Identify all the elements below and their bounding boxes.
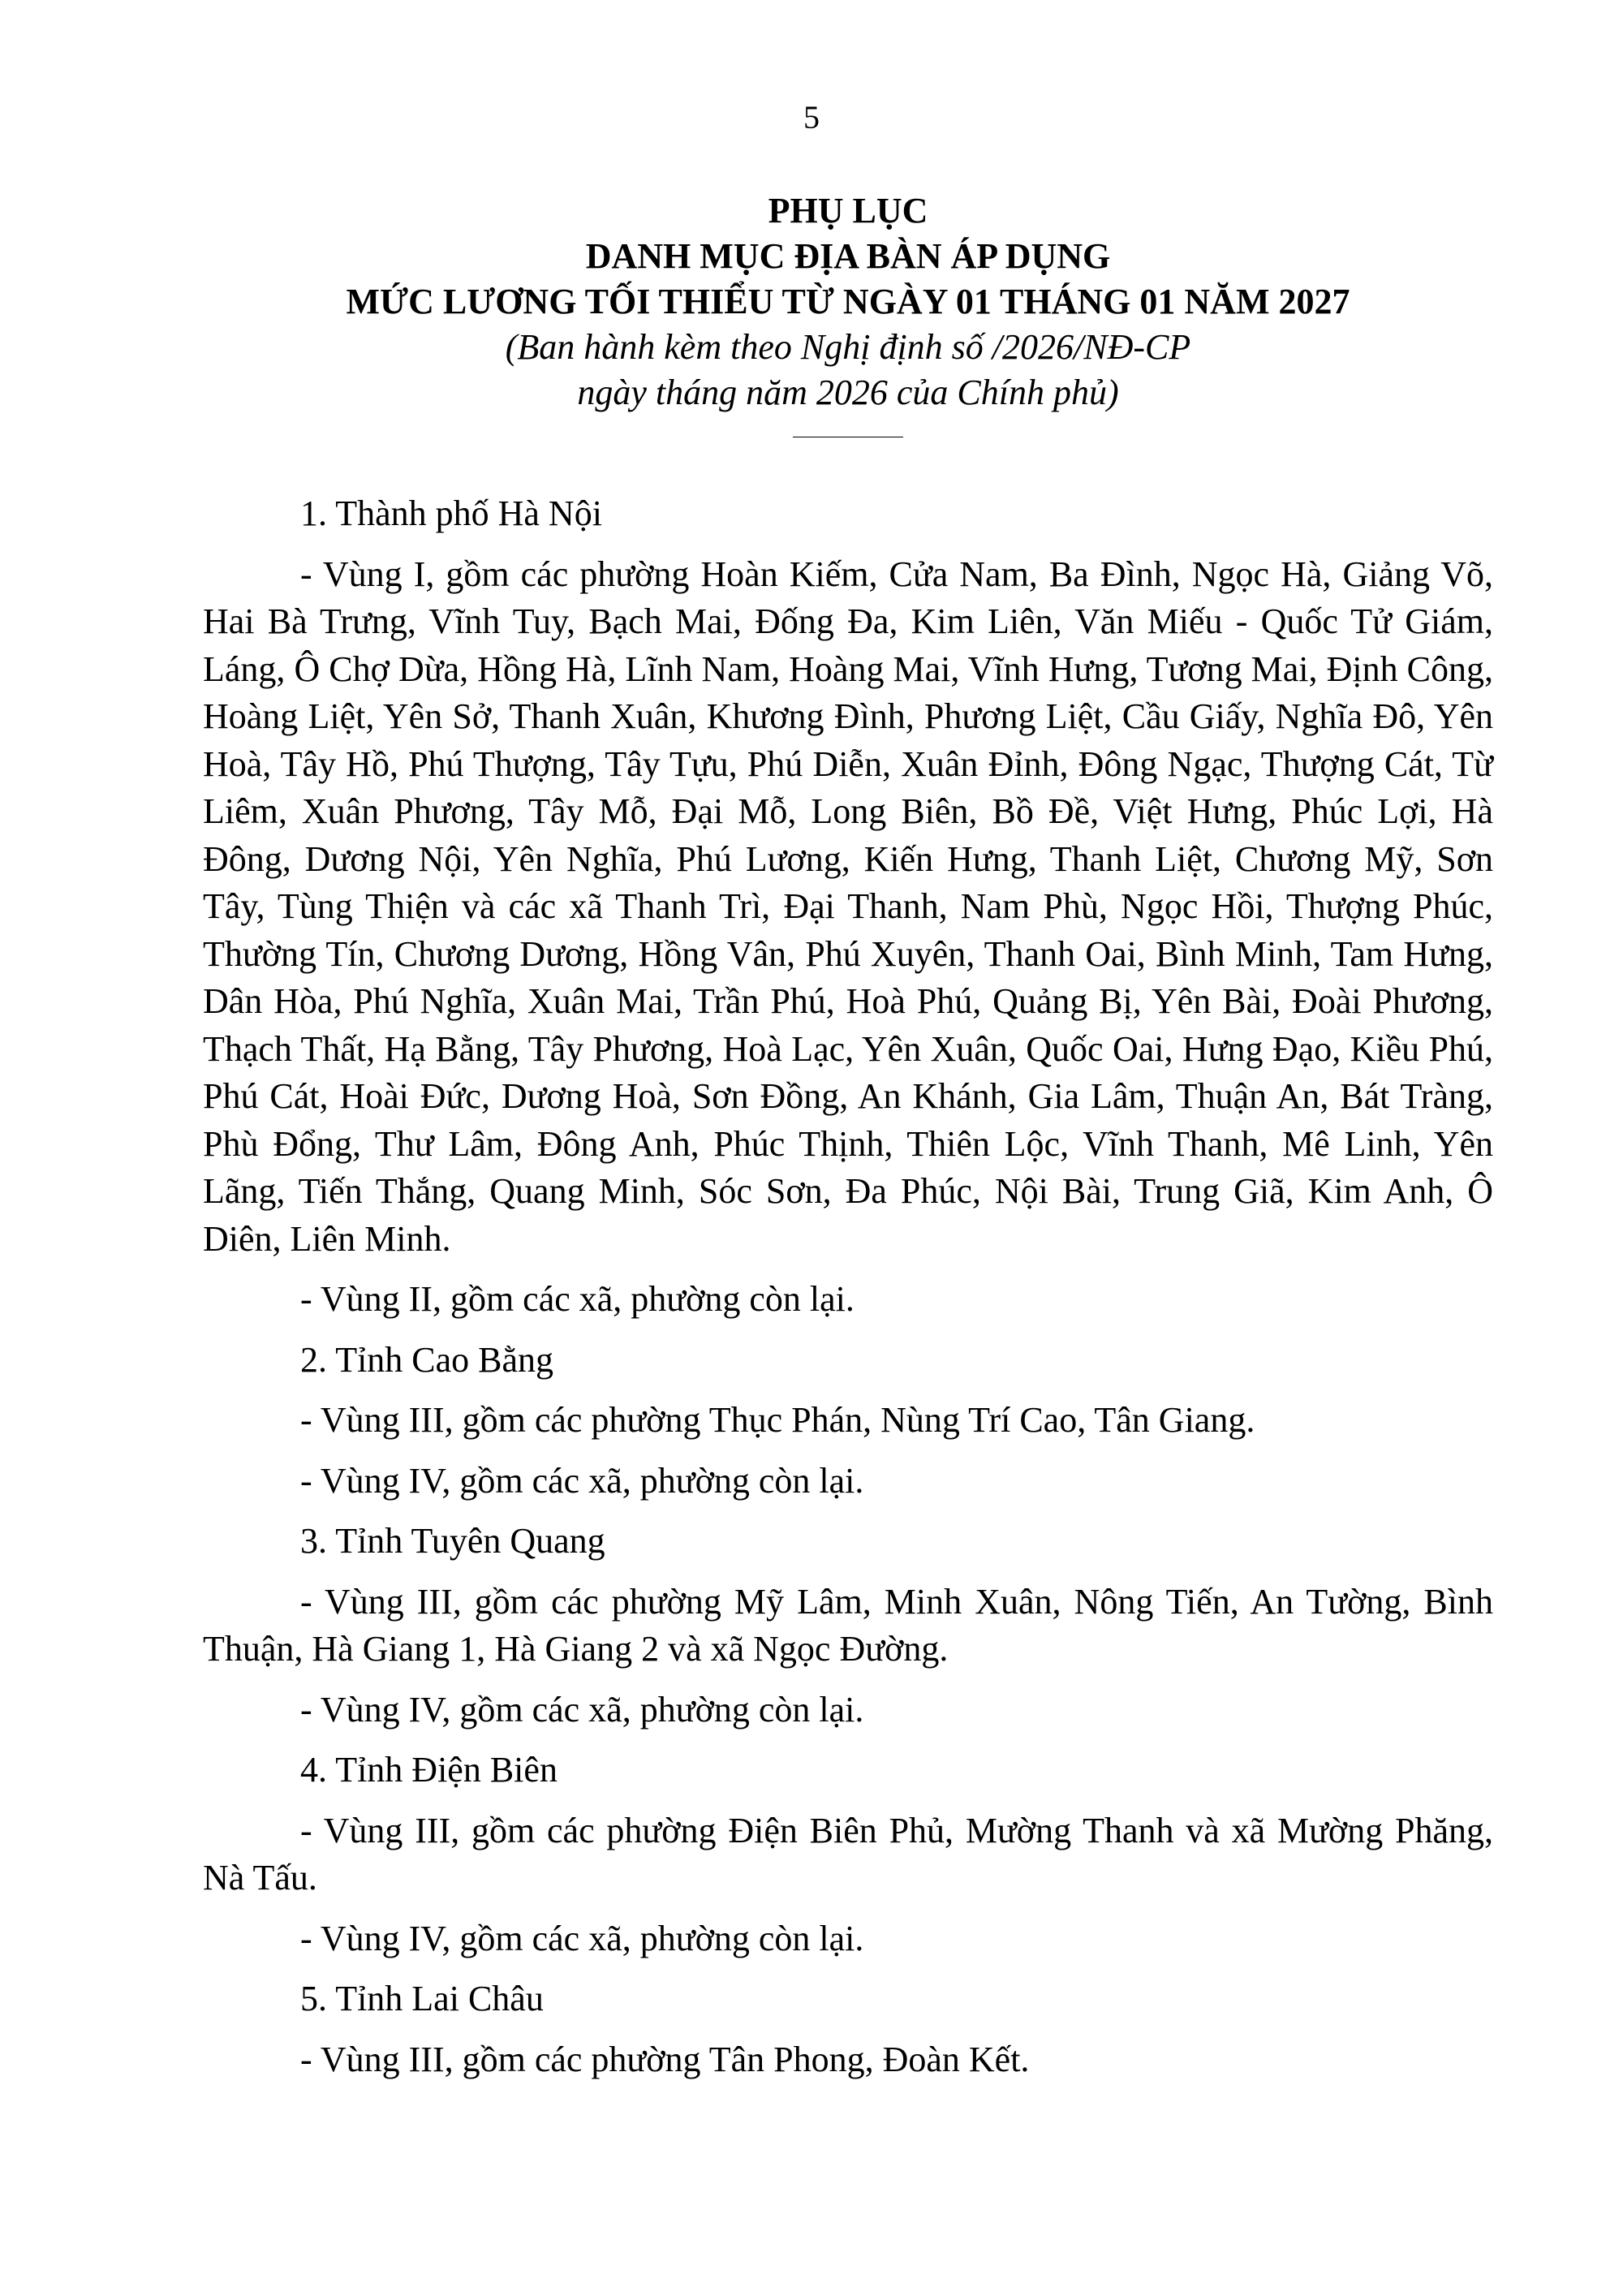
document-body (203, 490, 1493, 2096)
paragraph-cao-bang-vung-4: - Vùng IV, gồm các xã, phường còn lại. (300, 1460, 864, 1501)
paragraph-tuyen-quang-vung-4: - Vùng IV, gồm các xã, phường còn lại. (300, 1689, 864, 1730)
appendix-subtitle-line2: MỨC LƯƠNG TỐI THIỂU TỪ NGÀY 01 THÁNG 01 NĂM 2027 (346, 282, 1350, 321)
section-heading-lai-chau: 5. Tỉnh Lai Châu (300, 1979, 544, 2018)
issued-note-line1: (Ban hành kèm theo Nghị định số /2026/NĐ-CP (505, 327, 1191, 367)
paragraph-tuyen-quang-vung-3: - Vùng III, gồm các phường Mỹ Lâm, Minh Xuân, Nông Tiến, An Tường, Bình Thuận, Hà Giang 1, Hà Giang 2 và xã Ngọc Đường. (203, 1581, 1493, 1669)
paragraph-lai-chau-vung-3: - Vùng III, gồm các phường Tân Phong, Đoàn Kết. (300, 2039, 1030, 2079)
appendix-subtitle-line1: DANH MỤC ĐỊA BÀN ÁP DỤNG (585, 236, 1111, 276)
appendix-heading (203, 188, 1493, 437)
paragraph-ha-noi-vung-1: - Vùng I, gồm các phường Hoàn Kiếm, Cửa Nam, Ba Đình, Ngọc Hà, Giảng Võ, Hai Bà Trưng, Vĩnh Tuy, Bạch Mai, Đống Đa, Kim Liên, Văn Miếu - Quốc Tử Giám, Láng, Ô Chợ Dừa, Hồng Hà, Lĩnh Nam, Hoàng Mai, Vĩnh Hưng, Tương Mai, Định Công, Hoàng Liệt, Yên Sở, Thanh Xuân, Khương Đình, Phương Liệt, Cầu Giấy, Nghĩa Đô, Yên Hoà, Tây Hồ, Phú Thượng, Tây Tựu, Phú Diễn, Xuân Đỉnh, Đông Ngạc, Thượng Cát, Từ Liêm, Xuân Phương, Tây Mỗ, Đại Mỗ, Long Biên, Bồ Đề, Việt Hưng, Phúc Lợi, Hà Đông, Dương Nội, Yên Nghĩa, Phú Lương, Kiến Hưng, Thanh Liệt, Chương Mỹ, Sơn Tây, Tùng Thiện và các xã Thanh Trì, Đại Thanh, Nam Phù, Ngọc Hồi, Thượng Phúc, Thường Tín, Chương Dương, Hồng Vân, Phú Xuyên, Thanh Oai, Bình Minh, Tam Hưng, Dân Hòa, Phú Nghĩa, Xuân Mai, Trần Phú, Hoà Phú, Quảng Bị, Yên Bài, Đoài Phương, Thạch Thất, Hạ Bằng, Tây Phương, Hoà Lạc, Yên Xuân, Quốc Oai, Hưng Đạo, Kiều Phú, Phú Cát, Hoài Đức, Dương Hoà, Sơn Đồng, An Khánh, Gia Lâm, Thuận An, Bát Tràng, Phù Đổng, Thư Lâm, Đông Anh, Phúc Thịnh, Thiên Lộc, Vĩnh Thanh, Mê Linh, Yên Lãng, Tiến Thắng, Quang Minh, Sóc Sơn, Đa Phúc, Nội Bài, Trung Giã, Kim Anh, Ô Diên, Liên Minh. (203, 554, 1493, 1259)
section-heading-cao-bang: 2. Tỉnh Cao Bằng (300, 1339, 554, 1380)
appendix-title: PHỤ LỤC (768, 191, 928, 230)
section-heading-tuyen-quang: 3. Tỉnh Tuyên Quang (300, 1521, 605, 1561)
section-heading-ha-noi: 1. Thành phố Hà Nội (300, 493, 602, 533)
page-number: 5 (803, 99, 820, 136)
paragraph-dien-bien-vung-4: - Vùng IV, gồm các xã, phường còn lại. (300, 1918, 864, 1958)
issued-note-line2: ngày tháng năm 2026 của Chính phủ) (577, 373, 1119, 412)
paragraph-dien-bien-vung-3: - Vùng III, gồm các phường Điện Biên Phủ, Mường Thanh và xã Mường Phăng, Nà Tấu. (203, 1810, 1493, 1898)
section-heading-dien-bien: 4. Tỉnh Điện Biên (300, 1750, 558, 1790)
paragraph-cao-bang-vung-3: - Vùng III, gồm các phường Thục Phán, Nùng Trí Cao, Tân Giang. (300, 1400, 1255, 1440)
paragraph-ha-noi-vung-2: - Vùng II, gồm các xã, phường còn lại. (300, 1279, 855, 1319)
